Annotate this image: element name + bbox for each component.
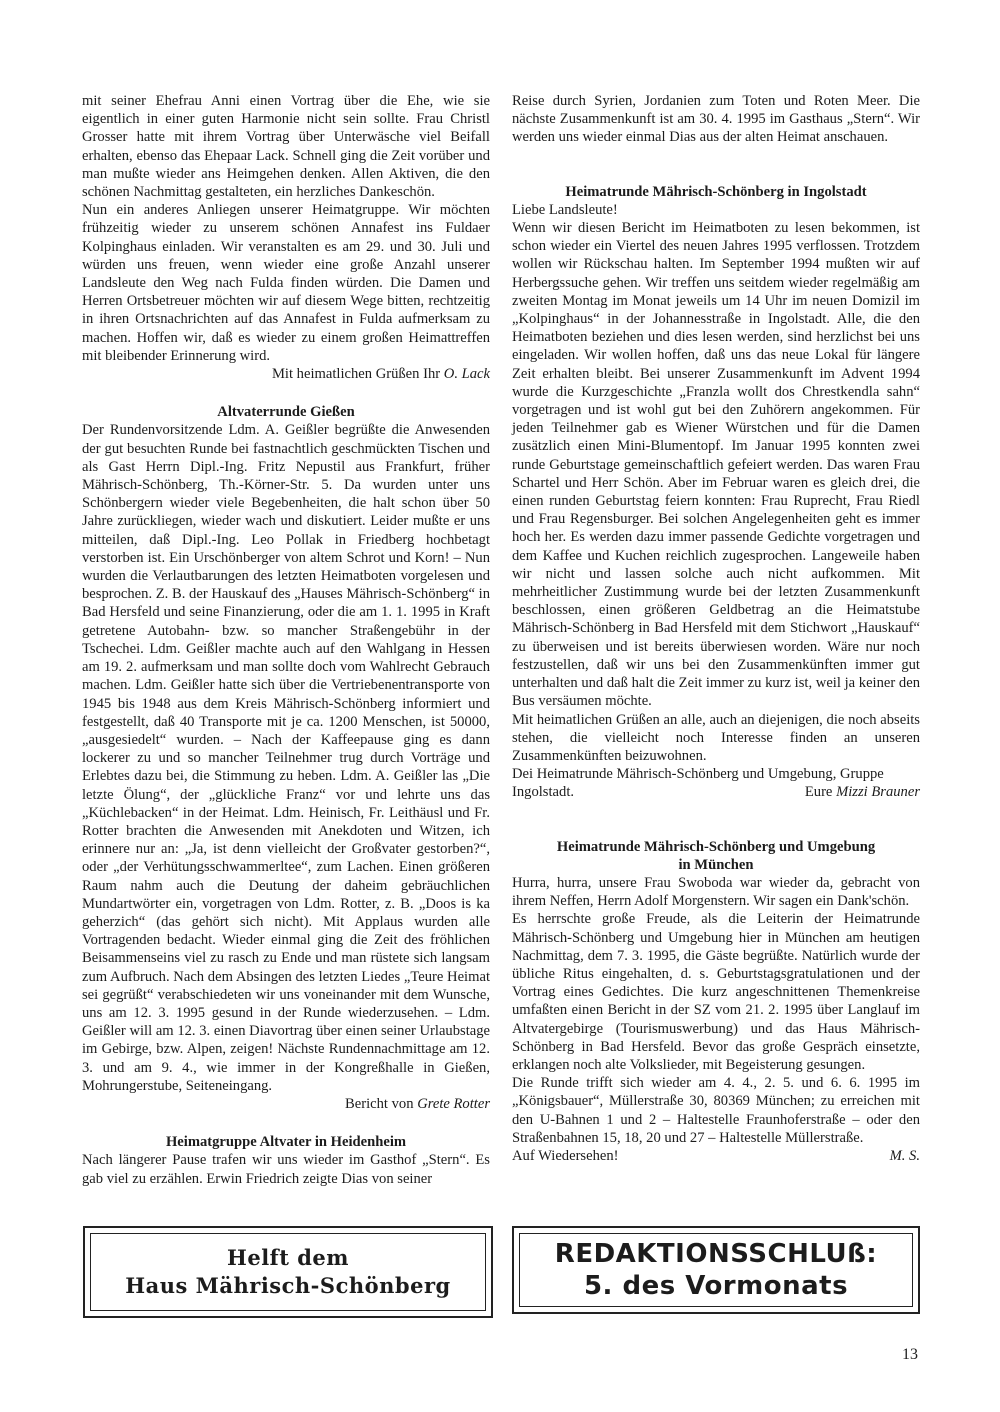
ingolstadt-sign-line: Dei Heimatrunde Mährisch-Schönberg und Umgebung, Gruppe: [512, 766, 884, 783]
help-house-line2: Haus Mährisch-Schönberg: [125, 1273, 451, 1298]
muenchen-heading-line2: in München: [678, 856, 754, 873]
intro-sign-name: O. Lack: [443, 366, 490, 383]
muenchen-paragraph: Die Runde trifft sich wieder am 4. 4., 2. 5. und 6. 6. 1995 im „Königsbauer“, Müllerstraße 30, 80369 München; zu erreichen mit den U-Bahnen 1 und 2 – Haltestelle Fraunhoferstraße – oder den Straßenbahnen 15, 18, 20 und 27 – Haltestelle Müllerstraße.: [512, 1075, 920, 1146]
ingolstadt-heading: Heimatrunde Mährisch-Schönberg in Ingolstadt: [565, 183, 867, 200]
giessen-sign-name: Grete Rotter: [417, 1095, 490, 1112]
right-column: [512, 92, 920, 1165]
deadline-line2: 5. des Vormonats: [583, 1271, 849, 1301]
ingolstadt-sign-place: Ingolstadt.: [512, 784, 575, 801]
left-column: [82, 92, 490, 1188]
heidenheim-continued: Reise durch Syrien, Jordanien zum Toten und Roten Meer. Die nächste Zusammenkunft ist am 30. 4. 1995 im Gasthaus „Stern“. Wir werden uns wieder einmal Dias aus der alten Heimat anschauen.: [512, 93, 920, 146]
muenchen-signature: [512, 1147, 920, 1165]
giessen-signature: [82, 1095, 490, 1113]
help-house-banner-inner: [90, 1233, 486, 1311]
ingolstadt-sign-name: Mizzi Brauner: [836, 784, 920, 801]
intro-signature: [82, 365, 490, 383]
help-house-banner: [83, 1226, 493, 1318]
giessen-text: Der Rundenvorsitzende Ldm. A. Geißler begrüßte die Anwesenden der gut besuchten Runde bei fastnachtlich geschmückten Tischen und als Gast Herrn Dipl.-Ing. Fritz Nepustil aus Frankfurt, früher Mährisch-Schönberg, Th.-Körner-Str. 5. Da wurden unter uns Schönbergern wieder viele Begebenheiten, die halt schon über 50 Jahre zurückliegen, wieder wach und diskutiert. Leider mußte er uns mitteilen, daß Dipl.-Ing. Leo Pollak in Friedberg hochbetagt verstorben ist. Ein Urschönberger von altem Schrot und Korn! – Nun wurden die Verlautbarungen des letzten Heimatboten vorgelesen und besprochen. Z. B. der Hauskauf des „Hauses Mährisch-Schönberg“ in Bad Hersfeld und seine Finanzierung, oder die am 1. 1. 1995 in Kraft getretene Autobahn- bzw. so mancher Straßengebühr in der Tschechei. Ldm. Geißler machte auch auf den Wahlgang in Hessen am 19. 2. aufmerksam und man sollte doch vom Wahlrecht Gebrauch machen. Ldm. Geißler hatte sich über die Vertriebenentransporte von 1945 bis 1948 aus dem Kreis Mährisch-Schönberg informiert und festgestellt, daß 40 Transporte mit je ca. 1200 Menschen, ist 50000, „ausgesiedelt“ wurden. – Nach der Kaffeepause ging es dann lockerer zu und so mancher Teilnehmer trug durch Vorträge und Erlebtes dazu bei, die Stimmung zu heben. Ldm. A. Geißler las „Die letzte Ölung“, der „glückliche Franz“ vor und lehrte uns das „Küchlebacken“ in der Heimat. Ldm. Heinisch, Fr. Leithäusl und Fr. Rotter brachten die Anwesenden mit Anekdoten und Witzen, ich erinnere nur an: „Ja, ist denn vielleicht der Großvater gestorben?“, oder „der Verhütungsschwammerltee“, zum Lachen. Einen größeren Raum nahm auch die Deutung der daheim gebräuchlichen Mundartwörter ein, vorgetragen von Ldm. Rotter, z. B. „Doos is ka geherzich“ (das gehört sich nicht). Mit Applaus wurden alle Vortragenden bedacht. Wieder einmal ging die Zeit des fröhlichen Beisammenseins viel zu rasch zu Ende und man rüstete sich langsam zum Aufbruch. Nach dem Absingen des letzten Liedes „Teure Heimat sei gegrüßt“ verabschiedeten wir uns voneinander mit dem Wunsche, uns am 12. 3. 1995 gesund in der Runde wiederzusehen. – Ldm. Geißler will am 12. 3. einen Diavortrag über einen seiner Urlaubstage im Gebirge, bzw. Alpen, zeigen! Nächste Rundennachmittage am 12. 3. und am 9. 4., wie immer in der Kongreßhalle in Gießen, Mohrungerstube, Seiteneingang.: [82, 422, 490, 1094]
ingolstadt-closing: Mit heimatlichen Grüßen an alle, auch an diejenigen, die noch abseits stehen, die vielleicht noch Interesse finden an unseren Zusammenkünften beizuwohnen.: [512, 711, 920, 764]
muenchen-heading-line1: Heimatrunde Mährisch-Schönberg und Umgebung: [556, 838, 876, 855]
intro-paragraph: mit seiner Ehefrau Anni einen Vortrag über die Ehe, wie sie eigentlich in einer guten Harmonie nicht sein sollte. Frau Christl Grosser hatte mit ihrem Vortrag über Unterwäsche viel Beifall erhalten, ebenso das Ehepaar Lack. Schnell ging die Zeit vorüber und man mußte wieder ans Heimgehen denken. Allen Aktiven, die den schönen Nachmittag gestalteten, ein herzliches Dankeschön.: [82, 93, 490, 201]
muenchen-sign-name: M. S.: [889, 1147, 920, 1164]
muenchen-sign-text: Auf Wiedersehen!: [512, 1147, 619, 1164]
ingolstadt-sign-author: [805, 783, 920, 801]
heidenheim-heading: Heimatgruppe Altvater in Heidenheim: [165, 1134, 407, 1151]
ingolstadt-text: Wenn wir diesen Bericht im Heimatboten zu lesen bekommen, ist schon wieder ein Viertel des neuen Jahres 1995 verflossen. Trotzdem wollen wir Rückschau halten. Im September 1994 mußten wir auf Herbergssuche gehen. Wir treffen uns seitdem wieder regelmäßig am zweiten Montag im Monat jeweils um 14 Uhr im neuen Domizil im „Kolpinghaus“ in der Johannesstraße in Ingolstadt. Alle, die den Heimatboten beziehen und dies lesen werden, sind herzlichst bei uns eingeladen. Wir wollen hoffen, daß uns das neue Lokal für längere Zeit erhalten bleibt. Bei unserer Zusammenkunft im Advent 1994 wurde die Kurzgeschichte „Franzla wollt dos Chrestkendla sahn“ vorgetragen und ist wohl gut bei den Zuhörern angekommen. Für jeden Teilnehmer gab es Wiener Würstchen und für die Damen zusätzlich einen Mini-Blumentopf. Im Januar 1995 konnten zwei runde Geburtstage gemeinschaftlich gefeiert werden. Das waren Frau Schartel und Herr Schön. Aber im Februar waren es gleich drei, die einen runden Geburtstag feiern konnten: Frau Ruprecht, Frau Riedl und Frau Regensburger. Bei solchen Angelegenheiten geht es immer hoch her. Es werden dazu immer passende Gedichte vorgetragen und dem Kaffee und Kuchen reichlich zugesprochen. Langeweile haben wir nicht und lassen solche auch nicht aufkommen. Mit mehrheitlicher Zustimmung wurde bei der letzten Zusammenkunft beschlossen, einen größeren Geldbetrag an die Heimatstube Mährisch-Schönberg in Bad Hersfeld mit dem Stichwort „Hauskauf“ zu überweisen und ist bereits überwiesen worden. Wäre nur noch festzustellen, daß wir uns bei den Zusammenkünften immer gut unterhalten und daß halt die Zeit immer zu kurz ist, weil ja keiner den Bus versäumen möchte.: [512, 220, 920, 710]
help-house-line1: Helft dem: [227, 1245, 349, 1270]
editorial-deadline-banner: [512, 1226, 920, 1314]
ingolstadt-greeting: Liebe Landsleute!: [512, 201, 618, 218]
editorial-deadline-banner-inner: [519, 1233, 913, 1307]
page-number: 13: [902, 1346, 918, 1363]
intro-sign-text: Mit heimatlichen Grüßen Ihr: [271, 366, 441, 383]
ingolstadt-sign-prefix: Eure: [804, 784, 833, 801]
giessen-sign-text: Bericht von: [345, 1095, 414, 1112]
ingolstadt-signature: [512, 783, 920, 801]
giessen-heading: Altvaterrunde Gießen: [217, 404, 355, 421]
muenchen-paragraph: Es herrschte große Freude, als die Leiterin der Heimatrunde Mährisch-Schönberg und Umgebung hier in München am heutigen Nachmittag, dem 7. 3. 1995, die Gäste begrüßte. Natürlich wurde der übliche Ritus eingehalten, d. s. Geburtstagsgratulationen und der Vortrag eines Gedichtes. Die kurz angeschnittenen Themenkreise umfaßten einen Bericht in der SZ vom 21. 2. 1995 über Langlauf im Altvatergebirge (Tourismuswerbung) und das Haus Mährisch-Schönberg in Bad Hersfeld. Bevor das große Gespräch einsetzte, erklangen noch alte Volkslieder, mit Begeisterung gesungen.: [512, 911, 920, 1073]
muenchen-paragraph: Hurra, hurra, unsere Frau Swoboda war wieder da, gebracht von ihrem Neffen, Herrn Adolf Morgenstern. Wir sagen ein Dank'schön.: [512, 874, 920, 910]
intro-paragraph: Nun ein anderes Anliegen unserer Heimatgruppe. Wir möchten frühzeitig wieder zu unserem schönen Annafest ins Fuldaer Kolpinghaus einladen. Wir veranstalten es am 29. und 30. Juli und würden uns freuen, wenn wieder eine große Anzahl unserer Landsleute den Weg nach Fulda finden würden. Die Damen und Herren Ortsbetreuer möchten wir auf diesem Wege bitten, rechtzeitig in ihren Ortsnachrichten auf das Annafest in Fulda aufmerksam zu machen. Hoffen wir, daß es wieder zu einem großen Heimattreffen mit bleibender Erinnerung wird.: [82, 202, 490, 364]
muenchen-heading: [512, 838, 920, 874]
heidenheim-text: Nach längerer Pause trafen wir uns wieder im Gasthof „Stern“. Es gab viel zu erzählen. Erwin Friedrich zeigte Dias von seiner: [82, 1152, 490, 1187]
deadline-line1: REDAKTIONSSCHLUß:: [554, 1239, 878, 1269]
